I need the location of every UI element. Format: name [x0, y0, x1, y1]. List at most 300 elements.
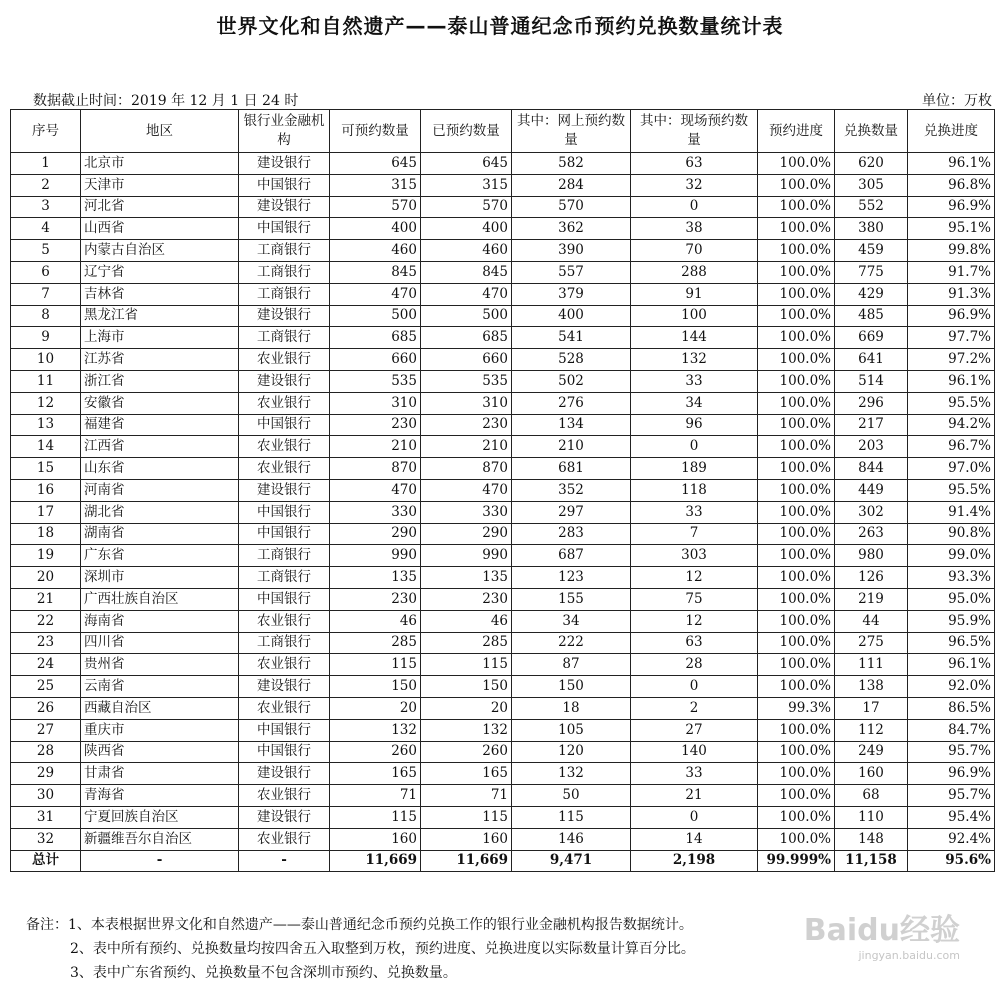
- onsite-reserved-qty-cell: 33: [631, 370, 758, 392]
- onsite-reserved-qty-cell: 303: [631, 545, 758, 567]
- reservation-progress-cell: 100.0%: [758, 676, 835, 698]
- online-reserved-qty-cell: 681: [512, 458, 631, 480]
- reservation-progress-cell: 100.0%: [758, 545, 835, 567]
- region-cell: 宁夏回族自治区: [81, 806, 239, 828]
- reservation-progress-cell: 100.0%: [758, 327, 835, 349]
- exchange-progress-cell: 97.2%: [908, 349, 995, 371]
- available-qty-cell: 230: [330, 414, 421, 436]
- region-cell: 新疆维吾尔自治区: [81, 828, 239, 850]
- exchange-progress-cell: 96.5%: [908, 632, 995, 654]
- available-qty-cell: 160: [330, 828, 421, 850]
- watermark-url: jingyan.baidu.com: [858, 949, 960, 962]
- region-cell: 内蒙古自治区: [81, 240, 239, 262]
- bank-cell: 农业银行: [239, 828, 330, 850]
- row-number-cell: 10: [11, 349, 81, 371]
- online-reserved-qty-cell: 557: [512, 261, 631, 283]
- onsite-reserved-qty-cell: 32: [631, 174, 758, 196]
- reserved-qty-cell: 260: [421, 741, 512, 763]
- region-cell: 湖北省: [81, 501, 239, 523]
- exchange-progress-cell: 97.7%: [908, 327, 995, 349]
- exchange-progress-cell: 96.1%: [908, 370, 995, 392]
- exchange-progress-cell: 95.5%: [908, 479, 995, 501]
- total-bank-cell: -: [239, 850, 330, 872]
- onsite-reserved-qty-cell: 14: [631, 828, 758, 850]
- exchanged-qty-cell: 263: [835, 523, 908, 545]
- row-number-cell: 18: [11, 523, 81, 545]
- bank-cell: 建设银行: [239, 196, 330, 218]
- reservation-progress-cell: 100.0%: [758, 567, 835, 589]
- available-qty-cell: 260: [330, 741, 421, 763]
- exchanged-qty-cell: 44: [835, 610, 908, 632]
- onsite-reserved-qty-cell: 28: [631, 654, 758, 676]
- onsite-reserved-qty-cell: 34: [631, 392, 758, 414]
- onsite-reserved-qty-cell: 27: [631, 719, 758, 741]
- exchange-progress-cell: 86.5%: [908, 697, 995, 719]
- table-row: [11, 741, 995, 763]
- onsite-reserved-qty-cell: 2: [631, 697, 758, 719]
- online-reserved-qty-cell: 50: [512, 785, 631, 807]
- header-cell: 兑换数量: [835, 110, 908, 153]
- row-number-cell: 14: [11, 436, 81, 458]
- exchange-progress-cell: 96.8%: [908, 174, 995, 196]
- table-row: [11, 785, 995, 807]
- online-reserved-qty-cell: 502: [512, 370, 631, 392]
- region-cell: 陕西省: [81, 741, 239, 763]
- reservation-progress-cell: 100.0%: [758, 174, 835, 196]
- onsite-reserved-qty-cell: 0: [631, 436, 758, 458]
- total-reservation-progress-cell: 99.999%: [758, 850, 835, 872]
- header-cell: 预约进度: [758, 110, 835, 153]
- region-cell: 贵州省: [81, 654, 239, 676]
- reserved-qty-cell: 135: [421, 567, 512, 589]
- bank-cell: 中国银行: [239, 414, 330, 436]
- online-reserved-qty-cell: 105: [512, 719, 631, 741]
- reservation-progress-cell: 100.0%: [758, 479, 835, 501]
- online-reserved-qty-cell: 276: [512, 392, 631, 414]
- region-cell: 上海市: [81, 327, 239, 349]
- region-cell: 黑龙江省: [81, 305, 239, 327]
- reservation-progress-cell: 100.0%: [758, 240, 835, 262]
- row-number-cell: 4: [11, 218, 81, 240]
- exchanged-qty-cell: 275: [835, 632, 908, 654]
- exchanged-qty-cell: 514: [835, 370, 908, 392]
- reservation-progress-cell: 100.0%: [758, 218, 835, 240]
- row-number-cell: 5: [11, 240, 81, 262]
- online-reserved-qty-cell: 528: [512, 349, 631, 371]
- available-qty-cell: 46: [330, 610, 421, 632]
- total-row-number-cell: 总计: [11, 850, 81, 872]
- total-online-reserved-qty-cell: 9,471: [512, 850, 631, 872]
- region-cell: 辽宁省: [81, 261, 239, 283]
- exchange-progress-cell: 96.9%: [908, 196, 995, 218]
- available-qty-cell: 115: [330, 654, 421, 676]
- total-reserved-qty-cell: 11,669: [421, 850, 512, 872]
- region-cell: 福建省: [81, 414, 239, 436]
- exchange-progress-cell: 99.8%: [908, 240, 995, 262]
- reservation-progress-cell: 100.0%: [758, 349, 835, 371]
- onsite-reserved-qty-cell: 70: [631, 240, 758, 262]
- available-qty-cell: 210: [330, 436, 421, 458]
- total-exchange-progress-cell: 95.6%: [908, 850, 995, 872]
- available-qty-cell: 330: [330, 501, 421, 523]
- bank-cell: 农业银行: [239, 349, 330, 371]
- available-qty-cell: 990: [330, 545, 421, 567]
- row-number-cell: 24: [11, 654, 81, 676]
- reserved-qty-cell: 160: [421, 828, 512, 850]
- table-row: [11, 676, 995, 698]
- reserved-qty-cell: 210: [421, 436, 512, 458]
- bank-cell: 工商银行: [239, 545, 330, 567]
- region-cell: 山东省: [81, 458, 239, 480]
- total-exchanged-qty-cell: 11,158: [835, 850, 908, 872]
- exchange-progress-cell: 94.2%: [908, 414, 995, 436]
- exchange-progress-cell: 95.9%: [908, 610, 995, 632]
- exchanged-qty-cell: 217: [835, 414, 908, 436]
- row-number-cell: 23: [11, 632, 81, 654]
- reserved-qty-cell: 400: [421, 218, 512, 240]
- reserved-qty-cell: 150: [421, 676, 512, 698]
- reservation-progress-cell: 100.0%: [758, 763, 835, 785]
- bank-cell: 中国银行: [239, 719, 330, 741]
- reservation-progress-cell: 100.0%: [758, 153, 835, 175]
- reserved-qty-cell: 330: [421, 501, 512, 523]
- exchanged-qty-cell: 302: [835, 501, 908, 523]
- bank-cell: 工商银行: [239, 632, 330, 654]
- region-cell: 河南省: [81, 479, 239, 501]
- bank-cell: 工商银行: [239, 283, 330, 305]
- header-cell: 已预约数量: [421, 110, 512, 153]
- notes-section: [26, 913, 695, 985]
- reservation-progress-cell: 100.0%: [758, 436, 835, 458]
- region-cell: 湖南省: [81, 523, 239, 545]
- exchange-progress-cell: 95.7%: [908, 785, 995, 807]
- reserved-qty-cell: 46: [421, 610, 512, 632]
- exchange-progress-cell: 96.1%: [908, 153, 995, 175]
- bank-cell: 建设银行: [239, 305, 330, 327]
- online-reserved-qty-cell: 210: [512, 436, 631, 458]
- online-reserved-qty-cell: 283: [512, 523, 631, 545]
- available-qty-cell: 845: [330, 261, 421, 283]
- reservation-progress-cell: 100.0%: [758, 414, 835, 436]
- available-qty-cell: 470: [330, 479, 421, 501]
- exchange-progress-cell: 96.9%: [908, 763, 995, 785]
- onsite-reserved-qty-cell: 63: [631, 632, 758, 654]
- region-cell: 云南省: [81, 676, 239, 698]
- available-qty-cell: 285: [330, 632, 421, 654]
- reservation-progress-cell: 100.0%: [758, 741, 835, 763]
- exchanged-qty-cell: 485: [835, 305, 908, 327]
- region-cell: 青海省: [81, 785, 239, 807]
- onsite-reserved-qty-cell: 12: [631, 567, 758, 589]
- exchanged-qty-cell: 112: [835, 719, 908, 741]
- reservation-progress-cell: 100.0%: [758, 806, 835, 828]
- bank-cell: 农业银行: [239, 697, 330, 719]
- reserved-qty-cell: 470: [421, 479, 512, 501]
- reservation-progress-cell: 100.0%: [758, 196, 835, 218]
- reserved-qty-cell: 315: [421, 174, 512, 196]
- row-number-cell: 7: [11, 283, 81, 305]
- onsite-reserved-qty-cell: 63: [631, 153, 758, 175]
- region-cell: 安徽省: [81, 392, 239, 414]
- online-reserved-qty-cell: 134: [512, 414, 631, 436]
- unit-label: 单位：万枚: [922, 93, 992, 109]
- reserved-qty-cell: 460: [421, 240, 512, 262]
- header-cell: 其中：现场预约数量: [631, 110, 758, 153]
- exchanged-qty-cell: 620: [835, 153, 908, 175]
- online-reserved-qty-cell: 18: [512, 697, 631, 719]
- row-number-cell: 21: [11, 588, 81, 610]
- bank-cell: 建设银行: [239, 676, 330, 698]
- bank-cell: 工商银行: [239, 261, 330, 283]
- table-row: [11, 654, 995, 676]
- onsite-reserved-qty-cell: 118: [631, 479, 758, 501]
- exchanged-qty-cell: 669: [835, 327, 908, 349]
- available-qty-cell: 400: [330, 218, 421, 240]
- online-reserved-qty-cell: 123: [512, 567, 631, 589]
- onsite-reserved-qty-cell: 12: [631, 610, 758, 632]
- table-row: [11, 697, 995, 719]
- exchanged-qty-cell: 203: [835, 436, 908, 458]
- available-qty-cell: 460: [330, 240, 421, 262]
- header-cell: 序号: [11, 110, 81, 153]
- online-reserved-qty-cell: 687: [512, 545, 631, 567]
- reservation-progress-cell: 100.0%: [758, 610, 835, 632]
- table-row: [11, 501, 995, 523]
- reservation-progress-cell: 100.0%: [758, 501, 835, 523]
- available-qty-cell: 570: [330, 196, 421, 218]
- bank-cell: 中国银行: [239, 218, 330, 240]
- reserved-qty-cell: 660: [421, 349, 512, 371]
- exchanged-qty-cell: 126: [835, 567, 908, 589]
- exchanged-qty-cell: 844: [835, 458, 908, 480]
- reserved-qty-cell: 230: [421, 588, 512, 610]
- available-qty-cell: 645: [330, 153, 421, 175]
- bank-cell: 中国银行: [239, 588, 330, 610]
- table-row: [11, 632, 995, 654]
- exchanged-qty-cell: 219: [835, 588, 908, 610]
- onsite-reserved-qty-cell: 140: [631, 741, 758, 763]
- row-number-cell: 19: [11, 545, 81, 567]
- row-number-cell: 12: [11, 392, 81, 414]
- online-reserved-qty-cell: 120: [512, 741, 631, 763]
- exchanged-qty-cell: 68: [835, 785, 908, 807]
- table-row: [11, 392, 995, 414]
- region-cell: 江苏省: [81, 349, 239, 371]
- exchange-progress-cell: 95.0%: [908, 588, 995, 610]
- bank-cell: 中国银行: [239, 741, 330, 763]
- exchange-progress-cell: 95.4%: [908, 806, 995, 828]
- onsite-reserved-qty-cell: 75: [631, 588, 758, 610]
- available-qty-cell: 310: [330, 392, 421, 414]
- onsite-reserved-qty-cell: 0: [631, 196, 758, 218]
- exchange-progress-cell: 92.4%: [908, 828, 995, 850]
- table-row: [11, 479, 995, 501]
- table-row: [11, 218, 995, 240]
- reservation-progress-cell: 100.0%: [758, 458, 835, 480]
- row-number-cell: 27: [11, 719, 81, 741]
- region-cell: 广西壮族自治区: [81, 588, 239, 610]
- online-reserved-qty-cell: 379: [512, 283, 631, 305]
- onsite-reserved-qty-cell: 96: [631, 414, 758, 436]
- onsite-reserved-qty-cell: 132: [631, 349, 758, 371]
- table-row: [11, 370, 995, 392]
- row-number-cell: 32: [11, 828, 81, 850]
- table-row: [11, 763, 995, 785]
- online-reserved-qty-cell: 362: [512, 218, 631, 240]
- available-qty-cell: 230: [330, 588, 421, 610]
- exchanged-qty-cell: 138: [835, 676, 908, 698]
- table-row: [11, 523, 995, 545]
- reserved-qty-cell: 535: [421, 370, 512, 392]
- region-cell: 河北省: [81, 196, 239, 218]
- online-reserved-qty-cell: 34: [512, 610, 631, 632]
- onsite-reserved-qty-cell: 288: [631, 261, 758, 283]
- table-row: [11, 349, 995, 371]
- statistics-table: [10, 109, 995, 872]
- region-cell: 广东省: [81, 545, 239, 567]
- watermark-logo: [804, 905, 960, 962]
- note-line: 备注：1、本表根据世界文化和自然遗产——泰山普通纪念币预约兑换工作的银行业金融机构报告数据统计。: [26, 917, 693, 933]
- exchanged-qty-cell: 449: [835, 479, 908, 501]
- table-row: [11, 436, 995, 458]
- exchanged-qty-cell: 160: [835, 763, 908, 785]
- exchange-progress-cell: 96.1%: [908, 654, 995, 676]
- online-reserved-qty-cell: 582: [512, 153, 631, 175]
- onsite-reserved-qty-cell: 0: [631, 806, 758, 828]
- exchanged-qty-cell: 148: [835, 828, 908, 850]
- region-cell: 深圳市: [81, 567, 239, 589]
- available-qty-cell: 115: [330, 806, 421, 828]
- available-qty-cell: 135: [330, 567, 421, 589]
- bank-cell: 农业银行: [239, 458, 330, 480]
- bank-cell: 农业银行: [239, 785, 330, 807]
- reserved-qty-cell: 685: [421, 327, 512, 349]
- reservation-progress-cell: 100.0%: [758, 261, 835, 283]
- bank-cell: 中国银行: [239, 174, 330, 196]
- online-reserved-qty-cell: 352: [512, 479, 631, 501]
- region-cell: 北京市: [81, 153, 239, 175]
- row-number-cell: 9: [11, 327, 81, 349]
- region-cell: 甘肃省: [81, 763, 239, 785]
- onsite-reserved-qty-cell: 33: [631, 501, 758, 523]
- reservation-progress-cell: 100.0%: [758, 828, 835, 850]
- exchanged-qty-cell: 305: [835, 174, 908, 196]
- reserved-qty-cell: 115: [421, 654, 512, 676]
- total-available-qty-cell: 11,669: [330, 850, 421, 872]
- reserved-qty-cell: 870: [421, 458, 512, 480]
- exchange-progress-cell: 97.0%: [908, 458, 995, 480]
- exchanged-qty-cell: 380: [835, 218, 908, 240]
- onsite-reserved-qty-cell: 21: [631, 785, 758, 807]
- row-number-cell: 1: [11, 153, 81, 175]
- exchanged-qty-cell: 429: [835, 283, 908, 305]
- reserved-qty-cell: 165: [421, 763, 512, 785]
- table-row: [11, 806, 995, 828]
- reserved-qty-cell: 230: [421, 414, 512, 436]
- exchanged-qty-cell: 775: [835, 261, 908, 283]
- table-row: [11, 828, 995, 850]
- available-qty-cell: 870: [330, 458, 421, 480]
- row-number-cell: 2: [11, 174, 81, 196]
- exchange-progress-cell: 95.1%: [908, 218, 995, 240]
- reserved-qty-cell: 132: [421, 719, 512, 741]
- row-number-cell: 26: [11, 697, 81, 719]
- table-row: [11, 458, 995, 480]
- bank-cell: 建设银行: [239, 153, 330, 175]
- bank-cell: 农业银行: [239, 654, 330, 676]
- reserved-qty-cell: 285: [421, 632, 512, 654]
- bank-cell: 工商银行: [239, 240, 330, 262]
- table-header-row: [11, 110, 995, 153]
- reserved-qty-cell: 115: [421, 806, 512, 828]
- region-cell: 江西省: [81, 436, 239, 458]
- watermark-brand: Baidu经验: [803, 913, 960, 948]
- bank-cell: 建设银行: [239, 479, 330, 501]
- header-cell: 兑换进度: [908, 110, 995, 153]
- exchanged-qty-cell: 641: [835, 349, 908, 371]
- reserved-qty-cell: 290: [421, 523, 512, 545]
- onsite-reserved-qty-cell: 38: [631, 218, 758, 240]
- reservation-progress-cell: 100.0%: [758, 632, 835, 654]
- note-line: 2、表中所有预约、兑换数量均按四舍五入取整到万枚，预约进度、兑换进度以实际数量计算百分比。: [70, 941, 695, 957]
- region-cell: 浙江省: [81, 370, 239, 392]
- available-qty-cell: 535: [330, 370, 421, 392]
- reservation-progress-cell: 100.0%: [758, 283, 835, 305]
- row-number-cell: 8: [11, 305, 81, 327]
- exchanged-qty-cell: 110: [835, 806, 908, 828]
- table-row: [11, 261, 995, 283]
- reservation-progress-cell: 100.0%: [758, 523, 835, 545]
- reservation-progress-cell: 100.0%: [758, 305, 835, 327]
- total-region-cell: -: [81, 850, 239, 872]
- table-row: [11, 719, 995, 741]
- online-reserved-qty-cell: 400: [512, 305, 631, 327]
- reserved-qty-cell: 470: [421, 283, 512, 305]
- reservation-progress-cell: 100.0%: [758, 654, 835, 676]
- onsite-reserved-qty-cell: 144: [631, 327, 758, 349]
- region-cell: 天津市: [81, 174, 239, 196]
- table-row: [11, 174, 995, 196]
- table-row: [11, 240, 995, 262]
- table-row: [11, 588, 995, 610]
- row-number-cell: 17: [11, 501, 81, 523]
- available-qty-cell: 132: [330, 719, 421, 741]
- row-number-cell: 15: [11, 458, 81, 480]
- row-number-cell: 11: [11, 370, 81, 392]
- bank-cell: 建设银行: [239, 806, 330, 828]
- header-cell: 可预约数量: [330, 110, 421, 153]
- available-qty-cell: 315: [330, 174, 421, 196]
- exchange-progress-cell: 96.9%: [908, 305, 995, 327]
- row-number-cell: 3: [11, 196, 81, 218]
- onsite-reserved-qty-cell: 91: [631, 283, 758, 305]
- available-qty-cell: 685: [330, 327, 421, 349]
- online-reserved-qty-cell: 570: [512, 196, 631, 218]
- onsite-reserved-qty-cell: 33: [631, 763, 758, 785]
- row-number-cell: 13: [11, 414, 81, 436]
- total-row: [11, 850, 995, 872]
- available-qty-cell: 71: [330, 785, 421, 807]
- table-row: [11, 567, 995, 589]
- row-number-cell: 31: [11, 806, 81, 828]
- bank-cell: 农业银行: [239, 392, 330, 414]
- reservation-progress-cell: 100.0%: [758, 370, 835, 392]
- online-reserved-qty-cell: 297: [512, 501, 631, 523]
- online-reserved-qty-cell: 115: [512, 806, 631, 828]
- onsite-reserved-qty-cell: 7: [631, 523, 758, 545]
- reservation-progress-cell: 99.3%: [758, 697, 835, 719]
- exchange-progress-cell: 84.7%: [908, 719, 995, 741]
